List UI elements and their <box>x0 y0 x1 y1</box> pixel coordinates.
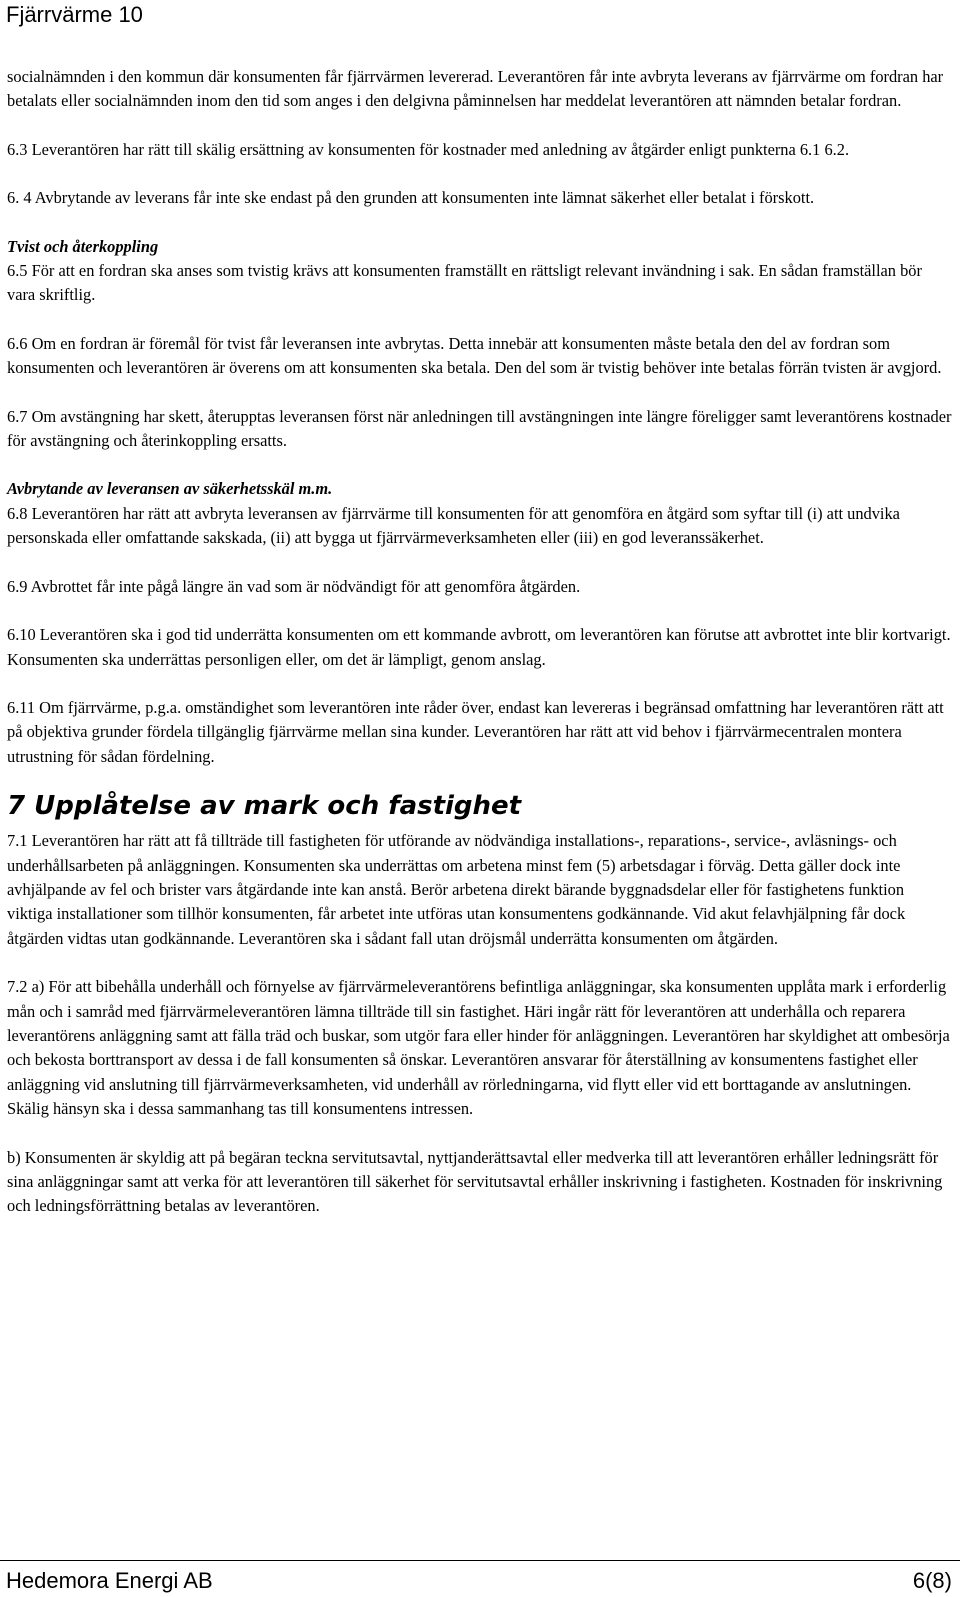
paragraph-continuation: socialnämnden i den kommun där konsumenten får fjärrvärmen levererad. Leverantören får inte avbryta leverans av fjärrvärme om fordran har betalats eller socialnämnden inom den tid som anges i den delgivna påminnelsen har meddelat leverantören att nämnden betalar fordran. <box>7 67 944 111</box>
paragraph-6-11: 6.11 Om fjärrvärme, p.g.a. omständighet som leverantören inte råder över, endast kan levereras i begränsad omfattning har leverantören rätt att på objektiva grunder fördela tillgänglig fjärrvärme mellan sina kunder. Leverantören har rätt att vid behov i fjärrvärmecentralen montera utrustning för sådan fördelning. <box>7 697 944 766</box>
footer-page-number: 6(8) <box>912 1568 952 1593</box>
paragraph-6-5: 6.5 För att en fordran ska anses som tvistig krävs att konsumenten framställt en rättsligt relevant invändning i sak. En sådan framställan bör vara skriftlig. <box>7 261 922 305</box>
subheading-avbrytande: Avbrytande av leveransen av säkerhetsskäl m.m. <box>7 479 333 499</box>
document-body <box>7 65 953 1219</box>
paragraph-7-1: 7.1 Leverantören har rätt att få tillträde till fastigheten för utförande av nödvändiga installations-, reparations-, service-, avläsnings- och underhållsarbeten på anläggningen. Konsumenten ska underrättas om arbetena minst fem (5) arbetsdagar i förväg. Detta gäller dock inte avhjälpande av fel och brister vars åtgärdande inte kan anstå. Berör arbetena direkt bärande byggnadsdelar eller för fastighetens funktion viktiga installationer som tillhör konsumenten, får arbetet inte utföras utan konsumentens godkännande. Vid akut felavhjälpning får dock åtgärden vidtas utan godkännande. Leverantören ska i sådant fall utan dröjsmål underrätta konsumenten om åtgärden. <box>7 831 906 948</box>
footer-company: Hedemora Energi AB <box>6 1568 213 1593</box>
paragraph-6-10: 6.10 Leverantören ska i god tid underrätta konsumenten om ett kommande avbrott, om leverantören kan förutse att avbrottet inte blir kortvarigt. Konsumenten ska underrättas personligen eller, om det är lämpligt, genom anslag. <box>7 625 951 669</box>
paragraph-7-2a: 7.2 a) För att bibehålla underhåll och förnyelse av fjärrvärmeleverantörens befintliga anläggningar, ska konsumenten upplåta mark i erforderlig mån och i samråd med fjärrvärmeleverantören lämna tillträde till sin fastighet. Häri ingår rätt för leverantören att underhålla och reparera leverantörens anläggning samt att fälla träd och buskar, som utgör fara eller hinder för anläggningen. Leverantören har skyldighet att ombesörja och bekosta borttransport av dessa i de fall konsumenten så önskar. Leverantören ansvarar för återställning av konsumentens fastighet eller anläggning vid anslutning till fjärrvärmeverksamheten, vid underhåll av rörledningarna, vid flytt eller vid ett borttagande av anslutningen. <box>7 977 950 1094</box>
page-header-title: Fjärrvärme 10 <box>6 2 143 27</box>
paragraph-6-7: 6.7 Om avstängning har skett, återupptas leveransen först när anledningen till avstängningen inte längre föreligger samt leverantörens kostnader för avstängning och återinkoppling ersatts. <box>7 406 952 451</box>
section-7-heading: 7 Upplåtelse av mark och fastighet <box>7 791 522 822</box>
paragraph-6-6: 6.6 Om en fordran är föremål för tvist får leveransen inte avbrytas. Detta innebär att konsumenten måste betala den del av fordran som konsumenten och leverantören är överens om att konsumenten ska betala. Den del som är tvistig behöver inte betalas förrän tvisten är avgjord. <box>7 333 942 378</box>
paragraph-7-2b: b) Konsumenten är skyldig att på begäran teckna servitutsavtal, nyttjanderättsavtal eller medverka till att leverantören erhåller ledningsrätt för sina anläggningar samt att verka för att leverantören till säkerhet för servitutsavtal erhåller inskrivning i fastigheten. Kostnaden för inskrivning och ledningsförrättning betalas av leverantören. <box>7 1147 943 1216</box>
page-footer <box>0 1560 960 1597</box>
paragraph-6-4: 6. 4 Avbrytande av leverans får inte ske endast på den grunden att konsumenten inte lämnat säkerhet eller betalat i förskott. <box>7 188 815 208</box>
paragraph-6-9: 6.9 Avbrottet får inte pågå längre än vad som är nödvändigt för att genomföra åtgärden. <box>7 576 581 596</box>
paragraph-6-8: 6.8 Leverantören har rätt att avbryta leveransen av fjärrvärme till konsumenten för att genomföra en åtgärd som syftar till (i) att undvika personskada eller omfattande sakskada, (ii) att bygga ut fjärrvärmeverksamheten eller (iii) en god leveranssäkerhet. <box>7 503 900 548</box>
subheading-tvist: Tvist och återkoppling <box>7 236 159 256</box>
paragraph-6-3: 6.3 Leverantören har rätt till skälig ersättning av konsumenten för kostnader med anledning av åtgärder enligt punkterna 6.1 6.2. <box>7 139 850 159</box>
paragraph-7-2a-note: Skälig hänsyn ska i dessa sammanhang tas till konsumentens intressen. <box>7 1099 474 1119</box>
